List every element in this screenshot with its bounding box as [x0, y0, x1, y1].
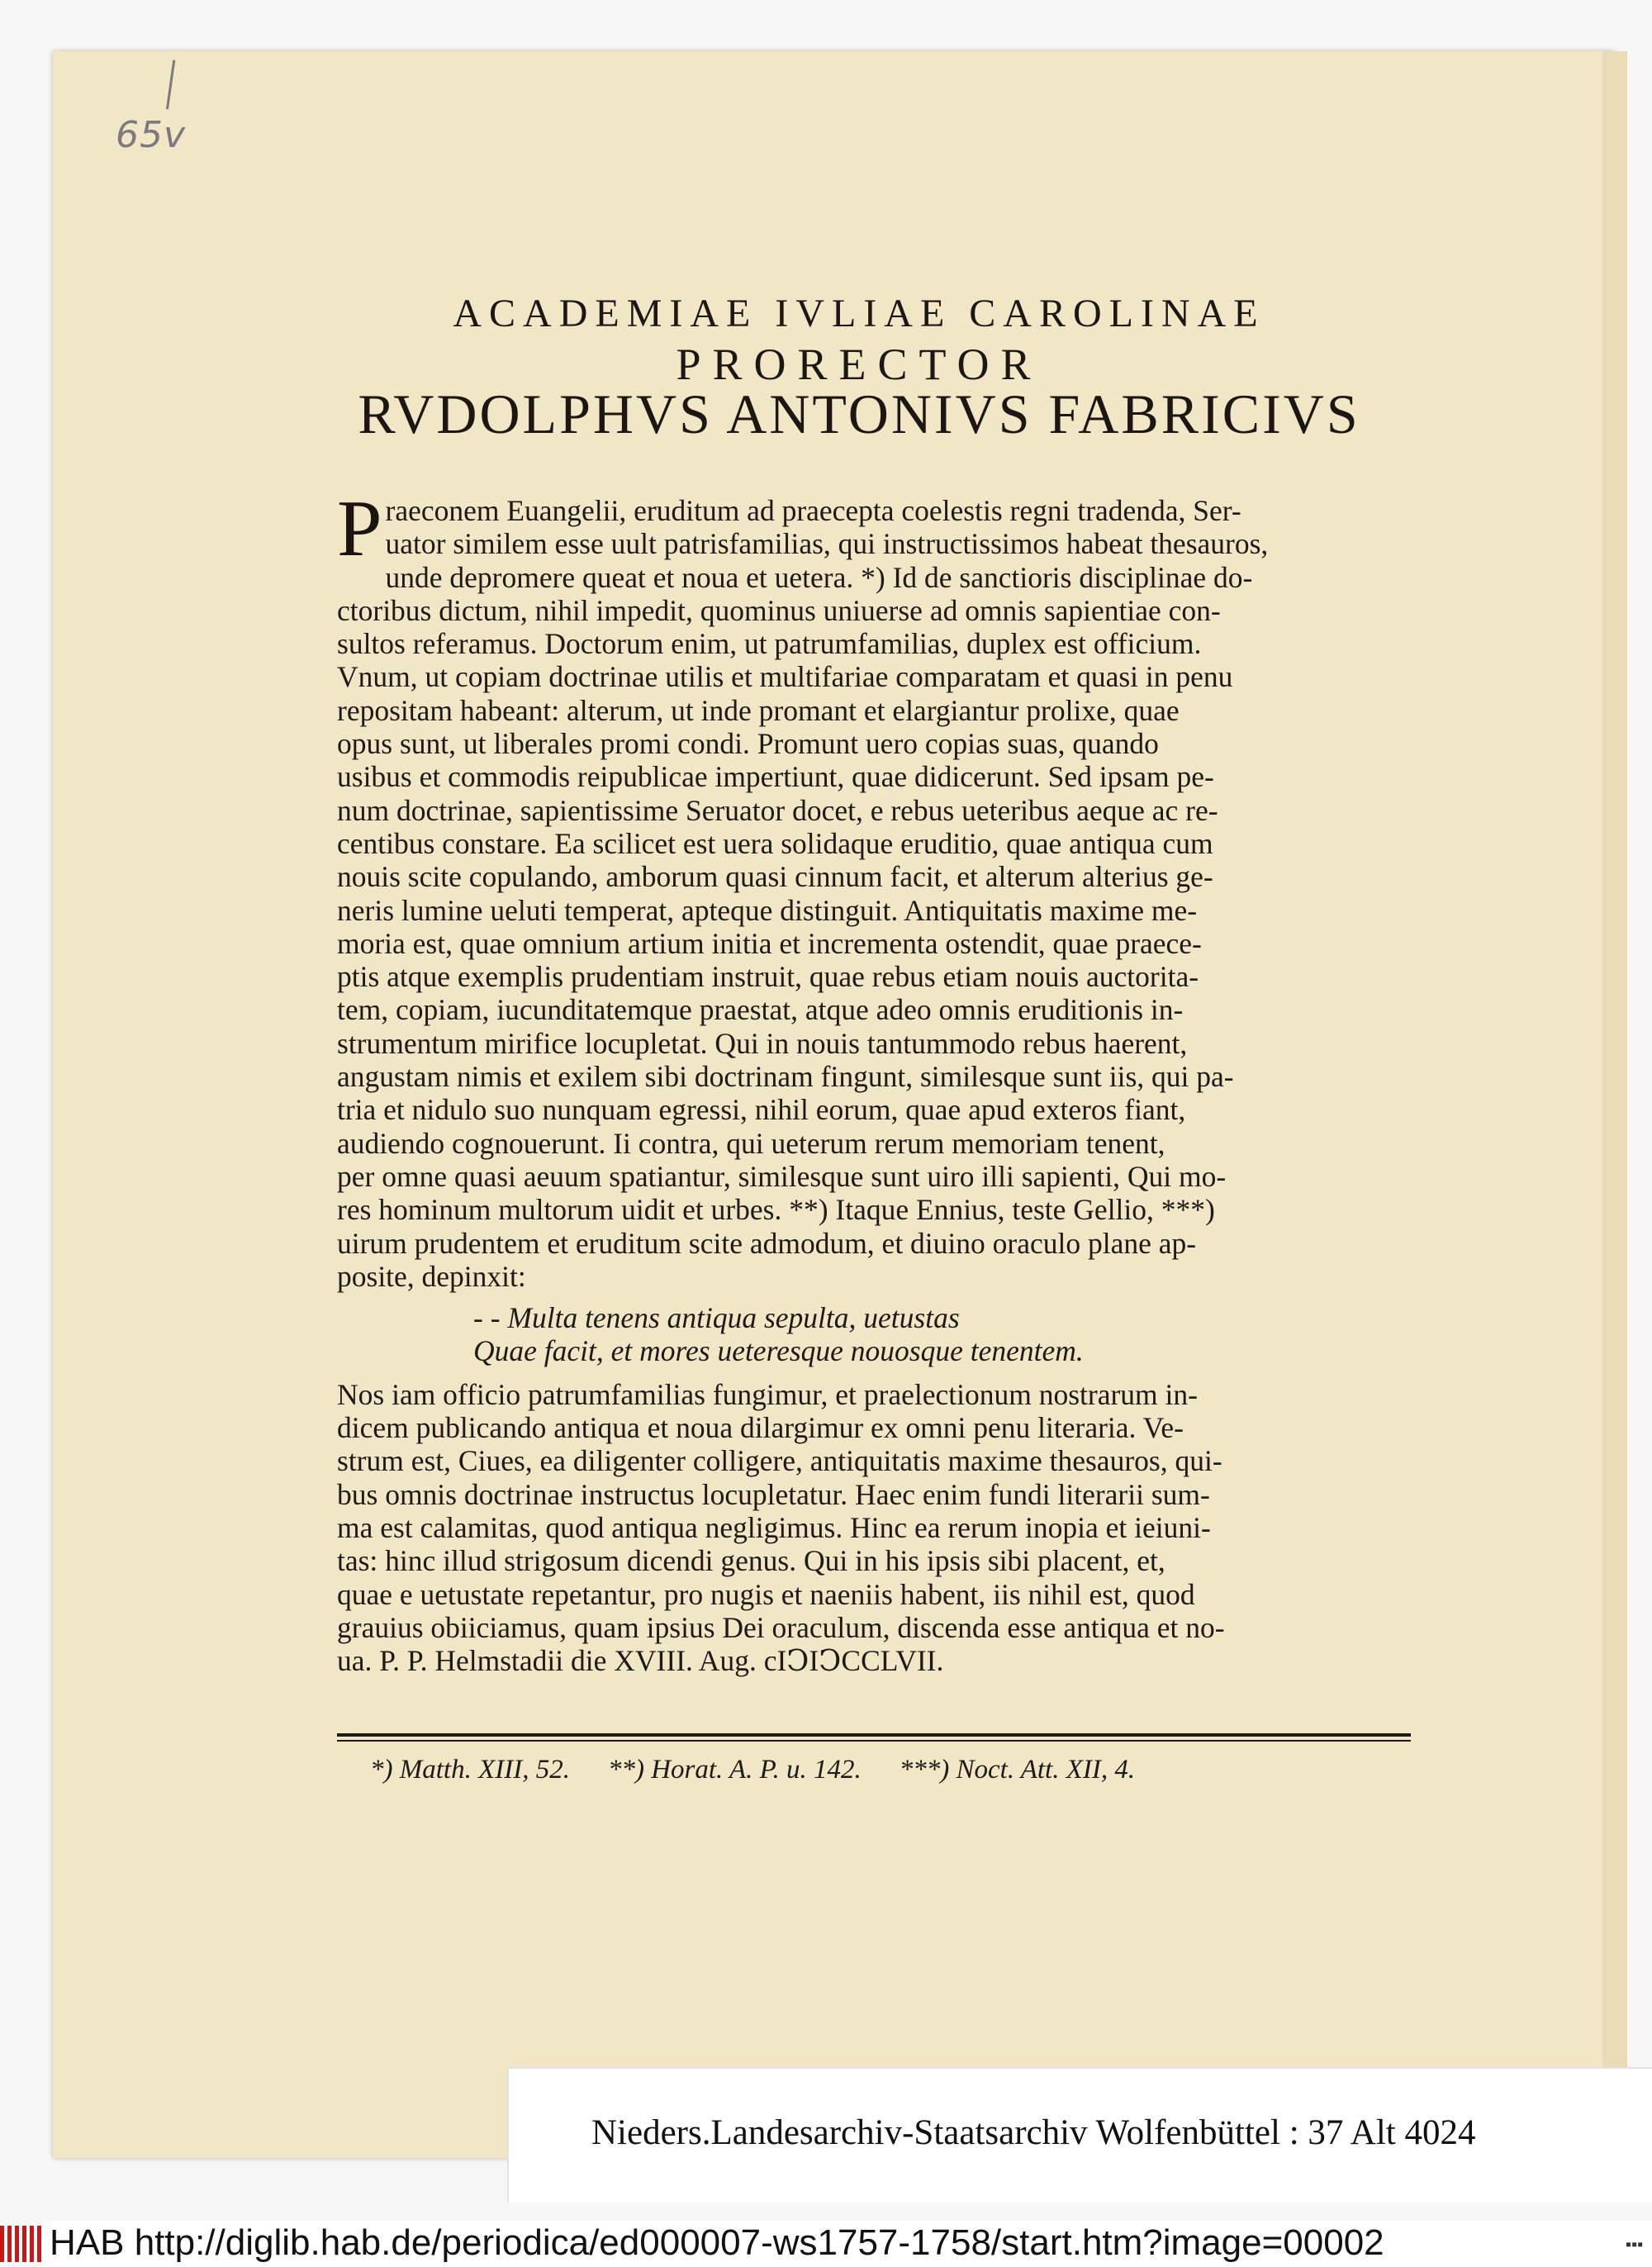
- text-line: Nos iam officio patrumfamilias fungimur, et praelectionum nostrarum in-: [337, 1377, 1198, 1411]
- archive-stamp-text: Nieders.Landesarchiv-Staatsarchiv Wolfenbüttel : 37 Alt 4024: [591, 2113, 1476, 2152]
- text-line: sultos referamus. Doctorum enim, ut patrumfamilias, duplex est officium.: [337, 627, 1202, 661]
- text-line: grauius obiiciamus, quam ipsius Dei oraculum, discenda esse antiqua et no-: [337, 1610, 1225, 1644]
- footnote-2: **) Horat. A. P. u. 142.: [607, 1755, 862, 1785]
- text-line: raeconem Euangelii, eruditum ad praecepta coelestis regni tradenda, Ser-: [385, 494, 1241, 527]
- body-text: [337, 484, 1411, 1678]
- text-line: ptis atque exemplis prudentiam instruit, quae rebus etiam nouis auctorita-: [337, 960, 1199, 994]
- text-line: uator similem esse uult patrisfamilias, qui instructissimos habeat thesauros,: [385, 527, 1269, 561]
- text-line: bus omnis doctrinae instructus locupletatur. Haec enim fundi literarii sum-: [337, 1477, 1210, 1511]
- text-line: ctoribus dictum, nihil impedit, quominus uniuerse ad omnis sapientiae con-: [337, 593, 1221, 627]
- text-line: Vnum, ut copiam doctrinae utilis et multifariae comparatam et quasi in penu: [337, 660, 1233, 694]
- text-line: repositam habeant: alterum, ut inde promant et elargiantur prolixe, quae: [337, 693, 1180, 727]
- text-line: res hominum multorum uidit et urbes. **) Itaque Ennius, teste Gellio, ***): [337, 1193, 1215, 1227]
- text-line: num doctrinae, sapientissime Seruator docet, e rebus ueteribus aeque ac re-: [337, 793, 1218, 827]
- title-prorector: PRORECTOR: [676, 340, 1042, 389]
- paper-edge-shadow: [1602, 51, 1627, 2150]
- text-line: unde depromere queat et noua et uetera. *) Id de sanctioris disciplinae do-: [385, 560, 1253, 594]
- text-line: tas: hinc illud strigosum dicendi genus. Qui in his ipsis sibi placent, et,: [337, 1544, 1165, 1578]
- footnotes: [370, 1755, 1411, 1785]
- title-name: RVDOLPHVS ANTONIVS FABRICIVS: [358, 383, 1360, 445]
- folio-note: 65v: [116, 114, 187, 156]
- text-line: tria et nidulo suo nunquam egressi, nihil eorum, quae apud exteros fiant,: [337, 1093, 1186, 1127]
- text-line: angustam nimis et exilem sibi doctrinam fingunt, similesque sunt iis, qui pa-: [337, 1060, 1234, 1094]
- text-line: neris lumine ueluti temperat, apteque distinguit. Antiquitatis maxime me-: [337, 893, 1198, 927]
- body-paragraph-1: [337, 484, 1411, 1293]
- text-line: per omne quasi aeuum spatiantur, similesque sunt uiro illi sapienti, Qui mo-: [337, 1159, 1227, 1193]
- quote-line-2: Quae facit, et mores ueteresque nouosque tenentem.: [473, 1334, 1084, 1368]
- text-line: opus sunt, ut liberales promi condi. Promunt uero copias suas, quando: [337, 727, 1159, 761]
- title-academy: ACADEMIAE IVLIAE CAROLINAE: [453, 292, 1265, 335]
- text-line: quae e uetustate repetantur, pro nugis et naeniis habent, iis nihil est, quod: [337, 1577, 1195, 1611]
- text-line: posite, depinxit:: [337, 1259, 526, 1293]
- dropcap: P: [337, 484, 382, 573]
- text-line: moria est, quae omnium artium initia et incrementa ostendit, quae praece-: [337, 926, 1202, 960]
- more-icon[interactable]: ▪▪▪: [1626, 2236, 1644, 2254]
- text-line: dicem publicando antiqua et noua dilargimur ex omni penu literaria. Ve-: [337, 1411, 1184, 1445]
- quote-line-1: - - Multa tenens antiqua sepulta, uetustas: [473, 1301, 960, 1335]
- text-line: audiendo cognouerunt. Ii contra, qui ueterum rerum memoriam tenent,: [337, 1126, 1165, 1160]
- text-line: nouis scite copulando, amborum quasi cinnum facit, et alterum alterius ge-: [337, 860, 1213, 894]
- footnote-1: *) Matth. XIII, 52.: [370, 1755, 570, 1785]
- footnote-3: ***) Noct. Att. XII, 4.: [899, 1755, 1136, 1785]
- text-line: centibus constare. Ea scilicet est uera solidaque eruditio, quae antiqua cum: [337, 826, 1213, 860]
- divider-rule: [337, 1733, 1411, 1737]
- barcode-icon: [0, 2226, 41, 2262]
- divider-rule-thin: [337, 1740, 1411, 1742]
- text-line: usibus et commodis reipublicae impertiunt, quae didicerunt. Sed ipsam pe-: [337, 760, 1214, 794]
- body-paragraph-2: [337, 1378, 1411, 1678]
- text-line: uirum prudentem et eruditum scite admodum, et diuino oraculo plane ap-: [337, 1226, 1197, 1260]
- text-line: strum est, Ciues, ea diligenter colligere, antiquitatis maxime thesauros, qui-: [337, 1444, 1222, 1478]
- text-line: tem, copiam, iucunditatemque praestat, atque adeo omnis eruditionis in-: [337, 993, 1184, 1027]
- text-line: ua. P. P. Helmstadii die XVIII. Aug. cIↃIↃCCLVII.: [337, 1644, 944, 1678]
- footer-url[interactable]: HAB http://diglib.hab.de/periodica/ed000007-ws1757-1758/start.htm?image=00002: [50, 2222, 1384, 2263]
- text-line: strumentum mirifice locupletat. Qui in nouis tantummodo rebus haerent,: [337, 1026, 1188, 1060]
- text-line: ma est calamitas, quod antiqua negligimus. Hinc ea rerum inopia et ieiuni-: [337, 1510, 1211, 1544]
